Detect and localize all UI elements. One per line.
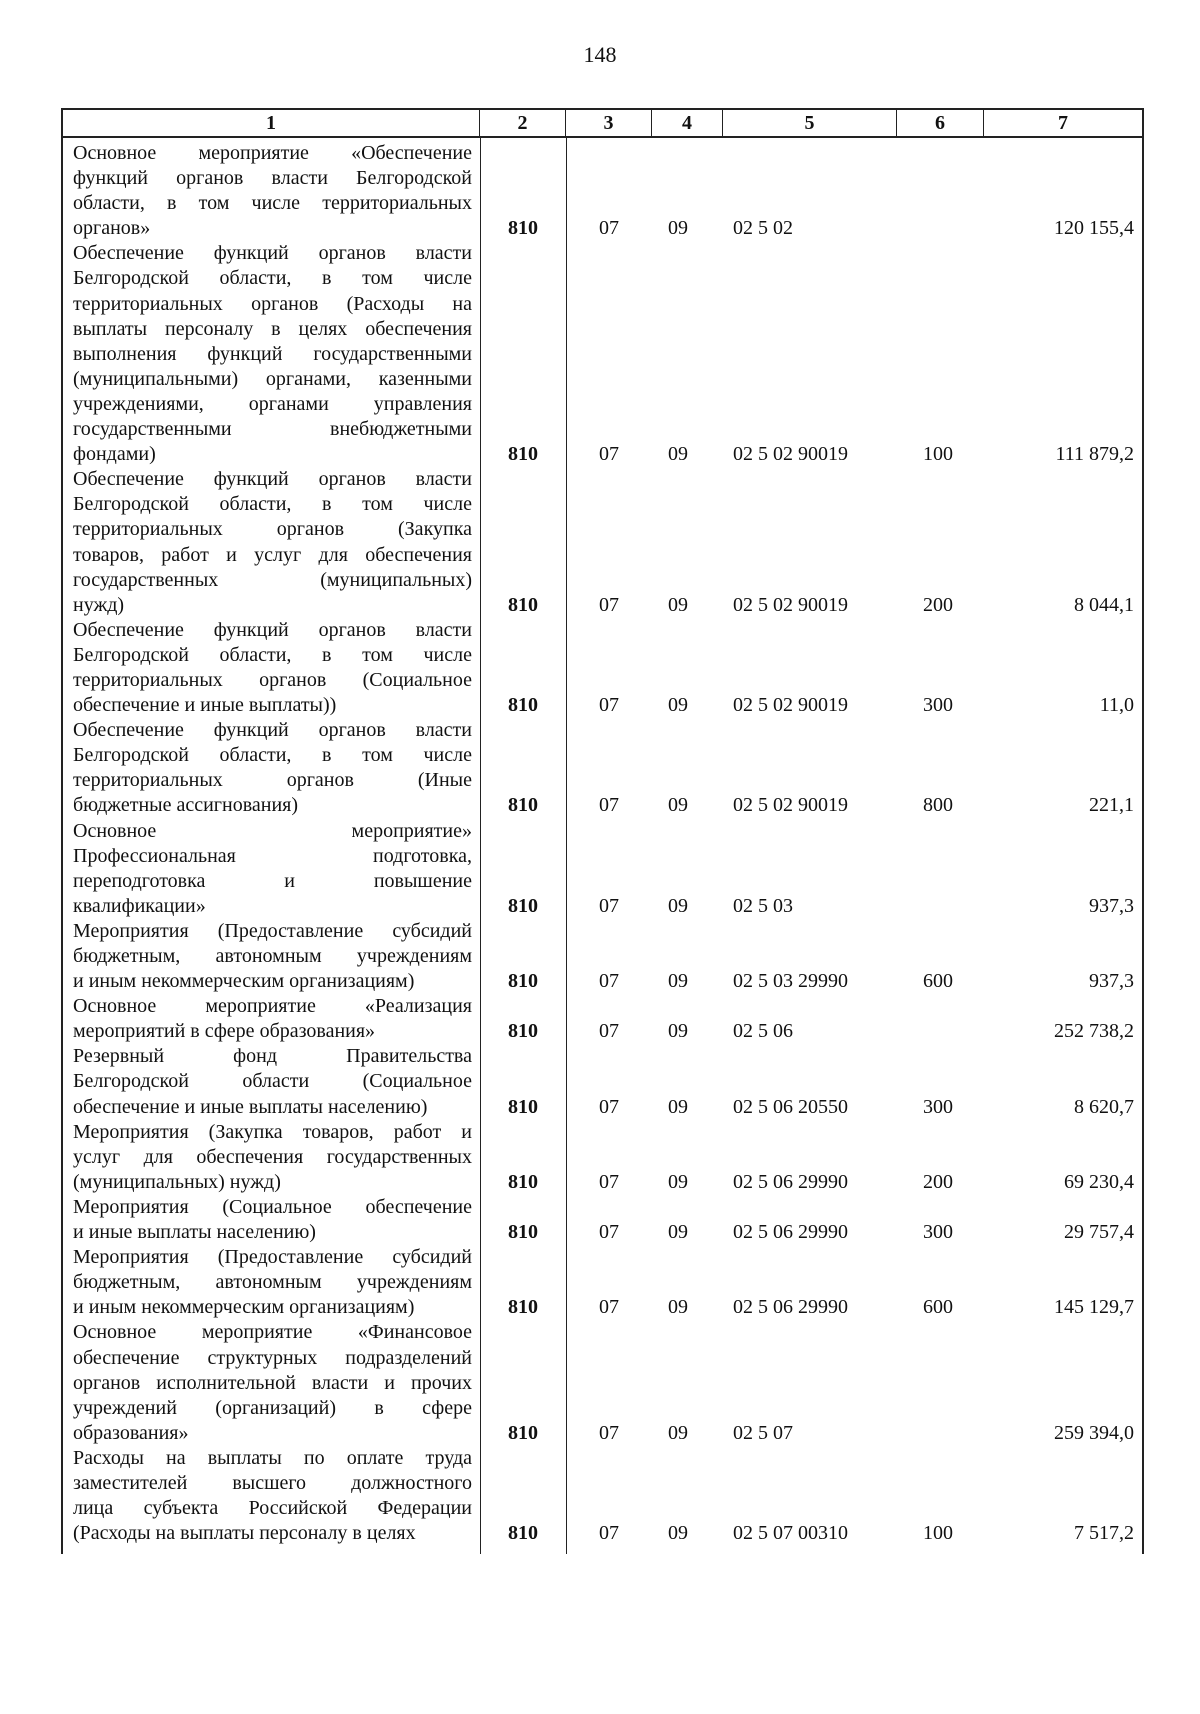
amount: 29 757,4 xyxy=(1064,1221,1134,1244)
description-line: фондами) xyxy=(73,443,156,466)
description-line: и иные выплаты населению) xyxy=(73,1221,316,1244)
target-article-code: 02 5 02 xyxy=(733,217,793,240)
amount: 937,3 xyxy=(1089,970,1134,993)
page-number: 148 xyxy=(583,42,617,67)
description-line: области, в том числе территориальных xyxy=(73,192,472,215)
amount: 120 155,4 xyxy=(1054,217,1134,240)
expense-type-code: 200 xyxy=(923,1170,953,1193)
description-line: органов исполнительной власти и прочих xyxy=(73,1371,472,1394)
expense-type-code xyxy=(897,141,984,241)
table-row xyxy=(63,994,1142,1044)
description-line: (муниципальных) нужд) xyxy=(73,1170,281,1193)
row-description xyxy=(63,1446,480,1546)
subsection-code: 09 xyxy=(668,970,688,993)
row-description xyxy=(63,241,480,467)
target-article-code: 02 5 06 xyxy=(733,1020,793,1043)
ministry-code: 810 xyxy=(508,894,538,917)
description-line: переподготовка и повышение xyxy=(73,869,472,892)
description-line: товаров, работ и услуг для обеспечения xyxy=(73,543,472,566)
description-line: обеспечение структурных подразделений xyxy=(73,1346,472,1369)
amount: 7 517,2 xyxy=(1074,1522,1134,1545)
description-line: лица субъекта Российской Федерации xyxy=(73,1497,472,1520)
section-code: 07 xyxy=(599,894,619,917)
description-line: государственных (муниципальных) xyxy=(73,568,472,591)
description-line: мероприятий в сфере образования» xyxy=(73,1020,376,1043)
amount: 145 129,7 xyxy=(1054,1296,1134,1319)
section-code: 07 xyxy=(599,1221,619,1244)
table-row xyxy=(63,1446,1142,1546)
description-line: Обеспечение функций органов власти xyxy=(73,618,472,641)
description-line: Белгородской области, в том числе xyxy=(73,744,472,767)
table-row xyxy=(63,919,1142,994)
expense-type-code: 600 xyxy=(923,1296,953,1319)
section-code: 07 xyxy=(599,443,619,466)
description-line: бюджетным, автономным учреждениям xyxy=(73,1271,472,1294)
description-line: Основное мероприятие» xyxy=(73,819,472,842)
amount: 11,0 xyxy=(1099,694,1134,717)
table-row xyxy=(63,718,1142,818)
subsection-code: 09 xyxy=(668,794,688,817)
header-col-3: 3 xyxy=(566,110,652,136)
table-body xyxy=(63,138,1142,1554)
table-row xyxy=(63,1195,1142,1245)
description-line: учреждениями, органами управления xyxy=(73,392,472,415)
header-col-7: 7 xyxy=(1058,112,1068,134)
amount: 111 879,2 xyxy=(1055,443,1134,466)
subsection-code: 09 xyxy=(668,694,688,717)
amount: 221,1 xyxy=(1089,794,1134,817)
ministry-code: 810 xyxy=(508,970,538,993)
description-line: обеспечение и иные выплаты населению) xyxy=(73,1095,428,1118)
section-code: 07 xyxy=(599,970,619,993)
target-article-code: 02 5 03 29990 xyxy=(733,970,848,993)
subsection-code: 09 xyxy=(668,1296,688,1319)
expense-type-code xyxy=(897,1320,984,1445)
description-line: и иным некоммерческим организациям) xyxy=(73,970,415,993)
subsection-code: 09 xyxy=(668,443,688,466)
target-article-code: 02 5 03 xyxy=(733,894,793,917)
header-col-2: 2 xyxy=(480,110,566,136)
description-line: территориальных органов (Иные xyxy=(73,769,472,792)
ministry-code: 810 xyxy=(508,593,538,616)
ministry-code: 810 xyxy=(508,1020,538,1043)
row-description xyxy=(63,467,480,618)
ministry-code: 810 xyxy=(508,1170,538,1193)
description-line: Расходы на выплаты по оплате труда xyxy=(73,1446,472,1469)
header-col-5: 5 xyxy=(723,110,897,136)
target-article-code: 02 5 02 90019 xyxy=(733,443,848,466)
header-col-6: 6 xyxy=(897,110,984,136)
description-line: Белгородской области, в том числе xyxy=(73,493,472,516)
ministry-code: 810 xyxy=(508,443,538,466)
description-line: функций органов власти Белгородской xyxy=(73,167,472,190)
column-divider xyxy=(566,138,567,1554)
description-line: территориальных органов (Закупка xyxy=(73,518,472,541)
amount: 259 394,0 xyxy=(1054,1421,1134,1444)
row-description xyxy=(63,994,480,1044)
description-line: органов» xyxy=(73,217,151,240)
description-line: территориальных органов (Социальное xyxy=(73,668,472,691)
table-row xyxy=(63,467,1142,618)
target-article-code: 02 5 07 xyxy=(733,1421,793,1444)
section-code: 07 xyxy=(599,1421,619,1444)
expense-type-code: 200 xyxy=(923,593,953,616)
section-code: 07 xyxy=(599,694,619,717)
description-line: Обеспечение функций органов власти xyxy=(73,719,472,742)
section-code: 07 xyxy=(599,1170,619,1193)
description-line: государственными внебюджетными xyxy=(73,418,472,441)
table-row xyxy=(63,618,1142,718)
description-line: Белгородской области (Социальное xyxy=(73,1070,472,1093)
row-description xyxy=(63,1320,480,1445)
description-line: и иным некоммерческим организациям) xyxy=(73,1296,415,1319)
description-line: (муниципальными) органами, казенными xyxy=(73,367,472,390)
budget-table xyxy=(61,108,1144,1554)
expense-type-code: 300 xyxy=(923,1221,953,1244)
subsection-code: 09 xyxy=(668,217,688,240)
section-code: 07 xyxy=(599,1095,619,1118)
amount: 8 620,7 xyxy=(1074,1095,1134,1118)
row-description xyxy=(63,1245,480,1320)
subsection-code: 09 xyxy=(668,1421,688,1444)
target-article-code: 02 5 07 00310 xyxy=(733,1522,848,1545)
row-description xyxy=(63,819,480,919)
target-article-code: 02 5 06 29990 xyxy=(733,1221,848,1244)
description-line: образования» xyxy=(73,1421,189,1444)
expense-type-code xyxy=(897,994,984,1044)
expense-type-code: 100 xyxy=(923,443,953,466)
description-line: (Расходы на выплаты персоналу в целях xyxy=(73,1522,416,1545)
description-line: услуг для обеспечения государственных xyxy=(73,1145,472,1168)
section-code: 07 xyxy=(599,1296,619,1319)
description-line: нужд) xyxy=(73,593,125,616)
expense-type-code: 800 xyxy=(923,794,953,817)
table-header xyxy=(63,110,1142,138)
subsection-code: 09 xyxy=(668,593,688,616)
ministry-code: 810 xyxy=(508,1095,538,1118)
table-row xyxy=(63,1120,1142,1195)
description-line: бюджетные ассигнования) xyxy=(73,794,299,817)
section-code: 07 xyxy=(599,1522,619,1545)
description-line: выполнения функций государственными xyxy=(73,342,472,365)
target-article-code: 02 5 02 90019 xyxy=(733,794,848,817)
description-line: Основное мероприятие «Финансовое xyxy=(73,1321,472,1344)
ministry-code: 810 xyxy=(508,1296,538,1319)
expense-type-code: 100 xyxy=(923,1522,953,1545)
subsection-code: 09 xyxy=(668,1170,688,1193)
amount: 937,3 xyxy=(1089,894,1134,917)
description-line: обеспечение и иные выплаты)) xyxy=(73,694,337,717)
description-line: Мероприятия (Предоставление субсидий xyxy=(73,919,472,942)
target-article-code: 02 5 06 29990 xyxy=(733,1170,848,1193)
expense-type-code xyxy=(897,819,984,919)
amount: 8 044,1 xyxy=(1074,593,1134,616)
table-row xyxy=(63,1044,1142,1119)
row-description xyxy=(63,1195,480,1245)
subsection-code: 09 xyxy=(668,1095,688,1118)
description-line: Резервный фонд Правительства xyxy=(73,1045,472,1068)
amount: 252 738,2 xyxy=(1054,1020,1134,1043)
table-row xyxy=(63,141,1142,241)
ministry-code: 810 xyxy=(508,1221,538,1244)
table-row xyxy=(63,819,1142,919)
subsection-code: 09 xyxy=(668,894,688,917)
table-row xyxy=(63,1245,1142,1320)
description-line: заместителей высшего должностного xyxy=(73,1471,472,1494)
description-line: Мероприятия (Социальное обеспечение xyxy=(73,1195,472,1218)
row-description xyxy=(63,618,480,718)
description-line: Основное мероприятие «Обеспечение xyxy=(73,142,472,164)
target-article-code: 02 5 02 90019 xyxy=(733,593,848,616)
ministry-code: 810 xyxy=(508,794,538,817)
table-row xyxy=(63,1320,1142,1445)
ministry-code: 810 xyxy=(508,694,538,717)
description-line: Белгородской области, в том числе xyxy=(73,267,472,290)
ministry-code: 810 xyxy=(508,1522,538,1545)
row-description xyxy=(63,919,480,994)
header-col-4: 4 xyxy=(652,110,723,136)
description-line: учреждений (организаций) в сфере xyxy=(73,1396,472,1419)
row-description xyxy=(63,1120,480,1195)
description-line: Профессиональная подготовка, xyxy=(73,844,472,867)
target-article-code: 02 5 02 90019 xyxy=(733,694,848,717)
section-code: 07 xyxy=(599,593,619,616)
table-row xyxy=(63,241,1142,467)
description-line: квалификации» xyxy=(73,894,206,917)
subsection-code: 09 xyxy=(668,1020,688,1043)
description-line: выплаты персоналу в целях обеспечения xyxy=(73,317,472,340)
description-line: территориальных органов (Расходы на xyxy=(73,292,472,315)
subsection-code: 09 xyxy=(668,1221,688,1244)
header-col-1: 1 xyxy=(63,110,480,136)
description-line: Обеспечение функций органов власти xyxy=(73,242,472,265)
expense-type-code: 600 xyxy=(923,970,953,993)
section-code: 07 xyxy=(599,1020,619,1043)
description-line: Мероприятия (Закупка товаров, работ и xyxy=(73,1120,472,1143)
expense-type-code: 300 xyxy=(923,1095,953,1118)
row-description xyxy=(63,141,480,241)
row-description xyxy=(63,1044,480,1119)
target-article-code: 02 5 06 29990 xyxy=(733,1296,848,1319)
section-code: 07 xyxy=(599,217,619,240)
subsection-code: 09 xyxy=(668,1522,688,1545)
expense-type-code: 300 xyxy=(923,694,953,717)
section-code: 07 xyxy=(599,794,619,817)
description-line: Обеспечение функций органов власти xyxy=(73,468,472,491)
description-line: Белгородской области, в том числе xyxy=(73,643,472,666)
description-line: Основное мероприятие «Реализация xyxy=(73,995,472,1018)
description-line: бюджетным, автономным учреждениям xyxy=(73,945,472,967)
amount: 69 230,4 xyxy=(1064,1170,1134,1193)
ministry-code: 810 xyxy=(508,1421,538,1444)
target-article-code: 02 5 06 20550 xyxy=(733,1095,848,1118)
column-divider xyxy=(480,138,481,1554)
row-description xyxy=(63,718,480,818)
description-line: Мероприятия (Предоставление субсидий xyxy=(73,1246,472,1269)
ministry-code: 810 xyxy=(508,217,538,240)
